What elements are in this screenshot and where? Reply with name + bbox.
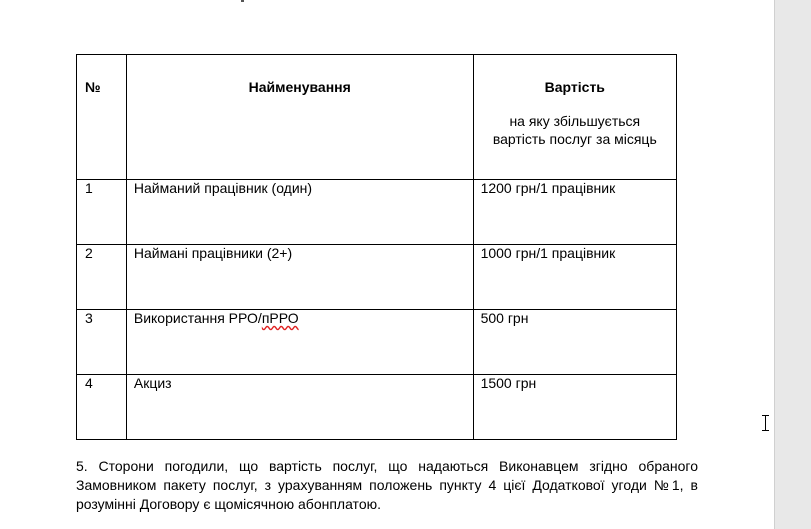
table-row	[77, 375, 677, 440]
cell-num[interactable]: 4	[77, 375, 127, 440]
header-cell-name[interactable]	[126, 55, 473, 180]
header-cost-title: Вартість	[544, 79, 605, 95]
cell-cost[interactable]: 500 грн	[473, 310, 676, 375]
cell-name[interactable]	[126, 310, 473, 375]
pricing-table	[76, 54, 677, 440]
header-name-label: Найменування	[248, 79, 351, 95]
cell-cost[interactable]: 1000 грн/1 працівник	[473, 245, 676, 310]
document-paragraph[interactable]: 5. Сторони погодили, що вартість послуг, що надаються Виконавцем згідно обраного Замовником пакету послуг, з урахуванням положень пункту 4 цієї Додаткової угоди №1, в розумінні Договору є щомісячною абонплатою.	[76, 458, 698, 512]
table-header-row	[77, 55, 677, 180]
ibeam-cursor-icon	[762, 415, 769, 431]
header-cost-sub-line1: на яку збільшується	[509, 113, 641, 129]
cell-name[interactable]: Найманий працівник (один)	[126, 180, 473, 245]
text-fragment	[241, 0, 244, 2]
spellcheck-word[interactable]: пРРО	[261, 310, 299, 326]
header-cost-sub-line2: вартість послуг за місяць	[492, 131, 657, 147]
cell-name[interactable]: Наймані працівники (2+)	[126, 245, 473, 310]
header-num-label: №	[85, 79, 101, 95]
cell-num[interactable]: 2	[77, 245, 127, 310]
cell-num[interactable]: 1	[77, 180, 127, 245]
header-cell-num[interactable]	[77, 55, 127, 180]
cell-num[interactable]: 3	[77, 310, 127, 375]
vertical-scroll-gutter[interactable]	[774, 0, 811, 529]
table-row	[77, 245, 677, 310]
table-row	[77, 180, 677, 245]
header-cell-cost[interactable]	[473, 55, 676, 180]
cell-name-prefix: Використання РРО/	[133, 310, 262, 326]
cell-cost[interactable]: 1500 грн	[473, 375, 676, 440]
table-row	[77, 310, 677, 375]
cell-cost[interactable]: 1200 грн/1 працівник	[473, 180, 676, 245]
cell-name[interactable]: Акциз	[126, 375, 473, 440]
